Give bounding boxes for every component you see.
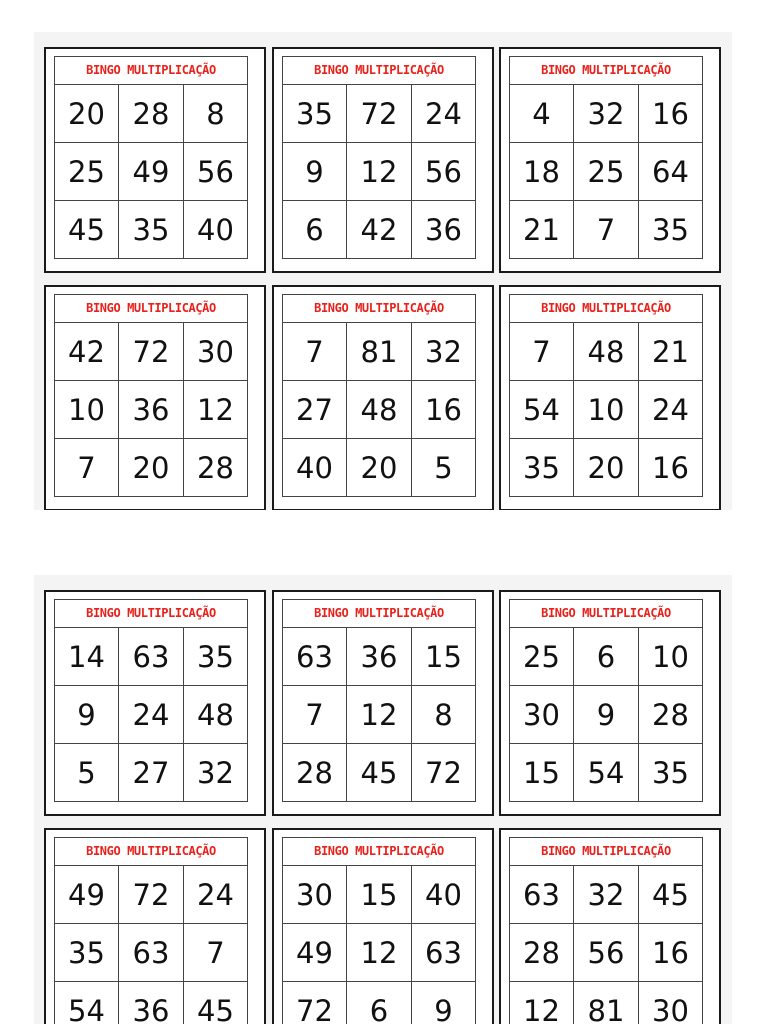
bingo-number-cell: 54 <box>510 381 574 439</box>
bingo-number-cell: 21 <box>510 201 574 258</box>
bingo-number-cell: 42 <box>347 201 412 258</box>
bingo-card-frame <box>54 56 248 259</box>
bingo-card-title: BINGO MULTIPLICAÇÃO <box>510 57 702 85</box>
bingo-number-cell: 16 <box>652 450 689 485</box>
bingo-number-cell: 18 <box>510 143 574 201</box>
bingo-number-grid <box>283 85 475 258</box>
bingo-card <box>44 285 266 510</box>
bingo-number-cell: 20 <box>574 439 639 496</box>
bingo-number-cell: 28 <box>197 450 234 485</box>
bingo-number-cell: 7 <box>574 201 639 258</box>
bingo-card-title: BINGO MULTIPLICAÇÃO <box>283 838 475 866</box>
bingo-number-cell: 63 <box>412 924 475 982</box>
bingo-number-cell: 24 <box>184 866 247 924</box>
bingo-card-frame <box>509 56 703 259</box>
bingo-number-cell: 24 <box>412 85 475 143</box>
bingo-number-cell: 8 <box>184 85 247 143</box>
bingo-number-cell: 7 <box>55 439 119 496</box>
bingo-number-cell: 32 <box>412 323 475 381</box>
bingo-number-cell: 9 <box>283 143 347 201</box>
bingo-card-frame <box>282 294 476 497</box>
bingo-card-frame <box>282 56 476 259</box>
bingo-card-title: BINGO MULTIPLICAÇÃO <box>510 838 702 866</box>
bingo-number-cell: 40 <box>412 866 475 924</box>
bingo-number-cell: 25 <box>574 143 639 201</box>
bingo-number-grid <box>283 323 475 496</box>
bingo-number-cell: 24 <box>119 686 184 744</box>
bingo-card-title: BINGO MULTIPLICAÇÃO <box>55 295 247 323</box>
bingo-card <box>272 590 494 816</box>
bingo-number-cell: 10 <box>574 381 639 439</box>
bingo-number-cell: 9 <box>574 686 639 744</box>
bingo-number-cell: 12 <box>347 686 412 744</box>
bingo-number-grid <box>510 628 702 801</box>
bingo-card-title: BINGO MULTIPLICAÇÃO <box>283 295 475 323</box>
bingo-number-cell: 32 <box>197 755 234 790</box>
bingo-number-cell: 35 <box>652 755 689 790</box>
bingo-card-title: BINGO MULTIPLICAÇÃO <box>510 600 702 628</box>
bingo-number-cell: 42 <box>55 323 119 381</box>
bingo-card-frame <box>509 599 703 802</box>
bingo-card <box>272 828 494 1024</box>
bingo-number-grid <box>55 85 247 258</box>
bingo-number-cell: 7 <box>510 323 574 381</box>
bingo-number-cell: 30 <box>510 686 574 744</box>
bingo-number-cell: 49 <box>119 143 184 201</box>
bingo-number-cell: 72 <box>347 85 412 143</box>
bingo-number-cell: 48 <box>184 686 247 744</box>
bingo-number-grid <box>55 628 247 801</box>
bingo-number-cell: 6 <box>283 201 347 258</box>
bingo-number-cell: 63 <box>510 866 574 924</box>
bingo-number-cell: 16 <box>412 381 475 439</box>
bingo-number-cell: 4 <box>510 85 574 143</box>
bingo-number-cell: 20 <box>347 439 412 496</box>
bingo-card <box>499 590 721 816</box>
bingo-number-cell: 20 <box>119 439 184 496</box>
bingo-card <box>44 828 266 1024</box>
bingo-number-cell: 6 <box>347 982 412 1024</box>
bingo-number-cell: 45 <box>347 744 412 801</box>
bingo-number-cell: 28 <box>639 686 702 744</box>
bingo-number-cell: 16 <box>639 85 702 143</box>
bingo-number-cell: 24 <box>639 381 702 439</box>
bingo-number-cell: 49 <box>55 866 119 924</box>
bingo-number-cell: 16 <box>639 924 702 982</box>
bingo-card <box>272 47 494 273</box>
bingo-number-cell: 56 <box>412 143 475 201</box>
bingo-number-cell: 54 <box>574 744 639 801</box>
bingo-number-cell: 54 <box>55 982 119 1024</box>
bingo-number-cell: 48 <box>347 381 412 439</box>
bingo-number-grid <box>510 323 702 496</box>
bingo-number-cell: 12 <box>347 924 412 982</box>
bingo-sheet-1 <box>34 32 732 510</box>
bingo-number-cell: 25 <box>55 143 119 201</box>
bingo-sheet-2 <box>34 575 732 1024</box>
bingo-card-frame <box>509 837 703 1024</box>
bingo-number-cell: 10 <box>639 628 702 686</box>
bingo-card-frame <box>54 294 248 497</box>
bingo-number-cell: 56 <box>574 924 639 982</box>
bingo-card-title: BINGO MULTIPLICAÇÃO <box>55 57 247 85</box>
bingo-number-cell: 25 <box>510 628 574 686</box>
bingo-number-grid <box>510 85 702 258</box>
bingo-number-grid <box>283 866 475 1024</box>
bingo-number-cell: 35 <box>55 924 119 982</box>
bingo-number-cell: 8 <box>412 686 475 744</box>
bingo-number-cell: 72 <box>119 866 184 924</box>
bingo-number-cell: 45 <box>197 993 234 1024</box>
bingo-number-cell: 63 <box>283 628 347 686</box>
bingo-number-cell: 30 <box>184 323 247 381</box>
bingo-number-cell: 32 <box>574 85 639 143</box>
bingo-number-cell: 72 <box>283 982 347 1024</box>
bingo-number-cell: 15 <box>347 866 412 924</box>
bingo-card <box>272 285 494 510</box>
bingo-number-cell: 7 <box>283 323 347 381</box>
bingo-number-cell: 35 <box>283 85 347 143</box>
bingo-number-cell: 48 <box>574 323 639 381</box>
bingo-number-cell: 36 <box>347 628 412 686</box>
bingo-number-cell: 72 <box>425 755 462 790</box>
bingo-card <box>44 47 266 273</box>
bingo-card-frame <box>54 599 248 802</box>
bingo-number-cell: 45 <box>639 866 702 924</box>
bingo-number-cell: 27 <box>283 381 347 439</box>
bingo-card-frame <box>282 837 476 1024</box>
bingo-card-title: BINGO MULTIPLICAÇÃO <box>55 838 247 866</box>
bingo-number-grid <box>55 323 247 496</box>
bingo-card-title: BINGO MULTIPLICAÇÃO <box>283 600 475 628</box>
bingo-number-cell: 28 <box>510 924 574 982</box>
bingo-number-cell: 5 <box>55 744 119 801</box>
bingo-number-cell: 36 <box>119 982 184 1024</box>
bingo-card-frame <box>282 599 476 802</box>
bingo-card-frame <box>509 294 703 497</box>
bingo-number-cell: 35 <box>652 212 689 247</box>
bingo-number-cell: 56 <box>184 143 247 201</box>
bingo-number-cell: 40 <box>197 212 234 247</box>
bingo-number-cell: 30 <box>283 866 347 924</box>
bingo-number-cell: 35 <box>184 628 247 686</box>
bingo-number-grid <box>55 866 247 1024</box>
bingo-card <box>499 285 721 510</box>
bingo-number-cell: 9 <box>434 993 453 1024</box>
bingo-number-cell: 32 <box>574 866 639 924</box>
bingo-number-cell: 7 <box>283 686 347 744</box>
bingo-card-title: BINGO MULTIPLICAÇÃO <box>510 295 702 323</box>
bingo-card-frame <box>54 837 248 1024</box>
bingo-card-title: BINGO MULTIPLICAÇÃO <box>55 600 247 628</box>
bingo-number-cell: 12 <box>510 982 574 1024</box>
bingo-number-cell: 30 <box>652 993 689 1024</box>
bingo-number-cell: 15 <box>412 628 475 686</box>
bingo-number-cell: 9 <box>55 686 119 744</box>
bingo-number-cell: 36 <box>425 212 462 247</box>
bingo-number-cell: 49 <box>283 924 347 982</box>
bingo-number-grid <box>283 628 475 801</box>
bingo-number-cell: 63 <box>119 628 184 686</box>
bingo-number-cell: 35 <box>510 439 574 496</box>
bingo-card-title: BINGO MULTIPLICAÇÃO <box>283 57 475 85</box>
bingo-number-cell: 12 <box>184 381 247 439</box>
bingo-number-cell: 63 <box>119 924 184 982</box>
bingo-number-cell: 6 <box>574 628 639 686</box>
bingo-number-cell: 81 <box>347 323 412 381</box>
bingo-number-cell: 12 <box>347 143 412 201</box>
bingo-number-cell: 36 <box>119 381 184 439</box>
bingo-number-cell: 14 <box>55 628 119 686</box>
bingo-number-cell: 5 <box>434 450 453 485</box>
bingo-number-cell: 20 <box>55 85 119 143</box>
bingo-number-cell: 35 <box>119 201 184 258</box>
bingo-number-cell: 40 <box>283 439 347 496</box>
bingo-number-cell: 28 <box>119 85 184 143</box>
bingo-number-cell: 21 <box>639 323 702 381</box>
bingo-number-cell: 27 <box>119 744 184 801</box>
bingo-number-cell: 15 <box>510 744 574 801</box>
bingo-number-cell: 28 <box>283 744 347 801</box>
bingo-number-cell: 72 <box>119 323 184 381</box>
bingo-number-cell: 64 <box>639 143 702 201</box>
bingo-number-grid <box>510 866 702 1024</box>
bingo-number-cell: 7 <box>184 924 247 982</box>
bingo-number-cell: 81 <box>574 982 639 1024</box>
bingo-card <box>44 590 266 816</box>
bingo-card <box>499 828 721 1024</box>
bingo-number-cell: 10 <box>55 381 119 439</box>
bingo-number-cell: 45 <box>55 201 119 258</box>
bingo-card <box>499 47 721 273</box>
